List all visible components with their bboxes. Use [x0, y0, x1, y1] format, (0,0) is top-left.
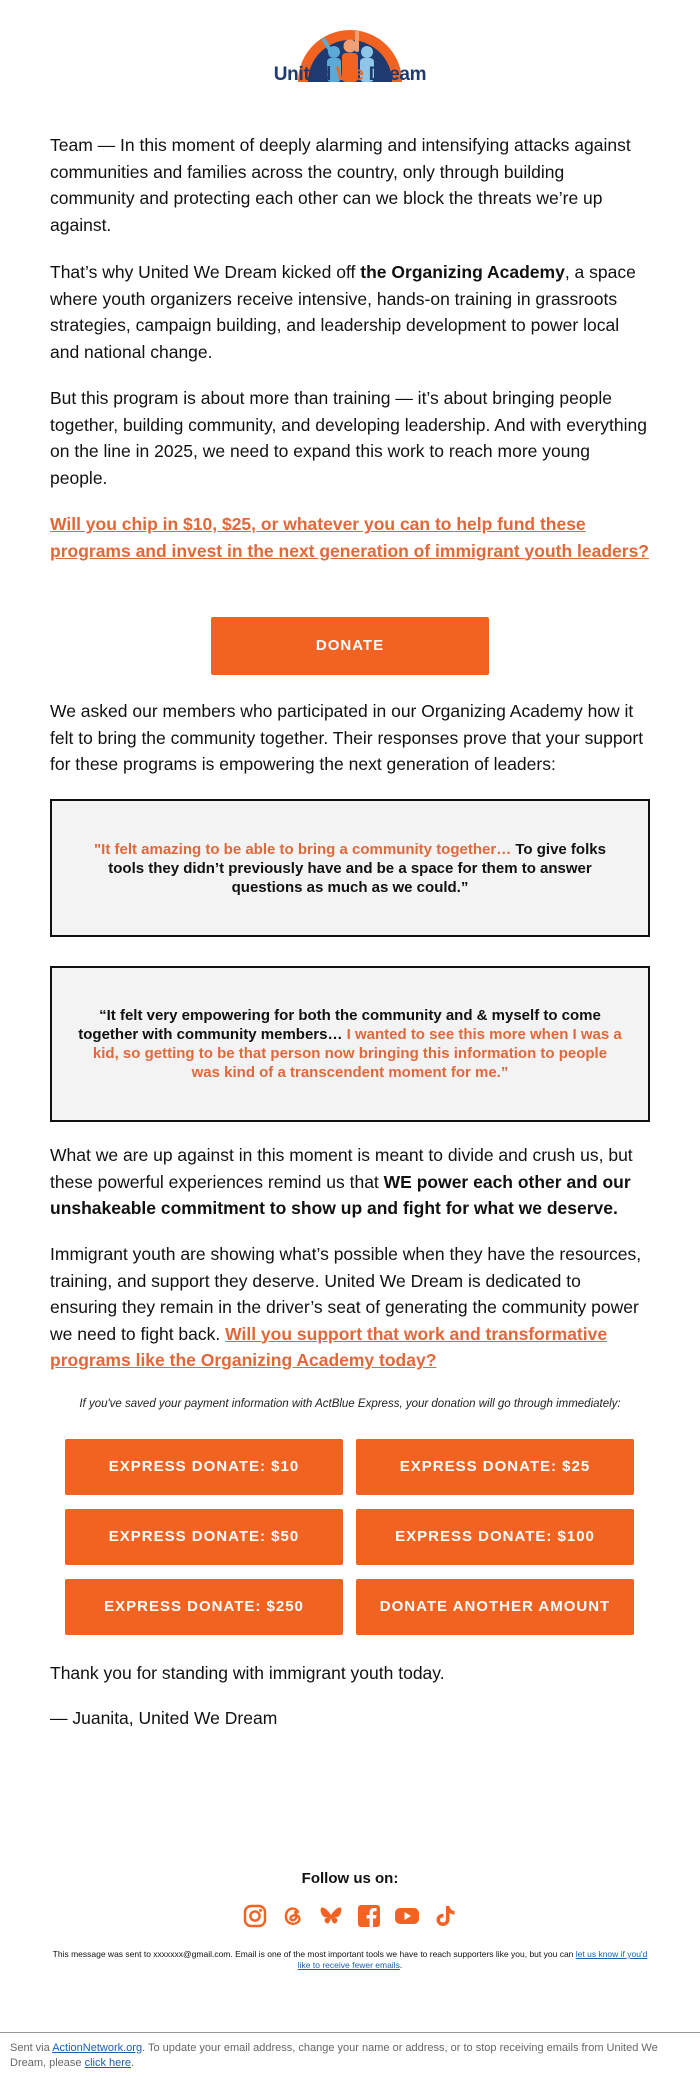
- express-note: If you've saved your payment information with ActBlue Express, your donation will go through immediately:: [79, 1398, 621, 1410]
- members-paragraph: We asked our members who participated in our Organizing Academy how it felt to bring the community together. Their responses prove that your support for these programs is empowering the next generation of leaders:: [50, 701, 644, 774]
- powerful-experiences-paragraph: What we are up against in this moment is meant to divide and crush us, but these powerful experiences remind us that WE power each other and our unshakeable commitment to show up and fight for what we deserve.: [50, 1145, 633, 1218]
- youtube-icon[interactable]: [394, 1903, 420, 1929]
- logo-wordmark: United We Dream: [273, 64, 427, 85]
- express-donate-10-button[interactable]: EXPRESS DONATE: $10: [65, 1439, 343, 1495]
- quote-1-text: "It felt amazing to be able to bring a community together… To give folks tools they didn’t previously have and be a space for them to answer questions as much as we could.”: [94, 840, 606, 896]
- express-donate-50-button[interactable]: EXPRESS DONATE: $50: [65, 1509, 343, 1565]
- organizing-academy-paragraph: That’s why United We Dream kicked off the Organizing Academy, a space where youth organizers receive intensive, hands-on training in grassroots strategies, campaign building, and leadership development to power local and national change.: [50, 262, 636, 362]
- intro-paragraph: Team — In this moment of deeply alarming and intensifying attacks against communities and families across the country, only through building community and protecting each other can we block the threats we’re up against.: [50, 135, 631, 235]
- quote-box-1: [50, 799, 650, 937]
- footer-text: Sent via ActionNetwork.org. To update your email address, change your name or address, or to stop receiving emails from United We Dream, please click here.: [10, 2042, 658, 2069]
- support-paragraph: Immigrant youth are showing what’s possible when they have the resources, training, and support they deserve. United We Dream is dedicated to ensuring they remain in the driver’s seat of generating the community power we need to fight back. Will you support that work and transformative programs like the Organizing Academy today?: [50, 1244, 642, 1370]
- tiktok-icon[interactable]: [432, 1903, 458, 1929]
- footer-divider: [0, 2032, 700, 2033]
- thanks-line: Thank you for standing with immigrant youth today.: [50, 1663, 445, 1683]
- express-donate-100-button[interactable]: EXPRESS DONATE: $100: [356, 1509, 634, 1565]
- signature: — Juanita, United We Dream: [50, 1708, 278, 1728]
- bluesky-icon[interactable]: [318, 1903, 344, 1929]
- follow-us-label: Follow us on:: [301, 1870, 399, 1887]
- fine-print: This message was sent to xxxxxxx@gmail.com. Email is one of the most important tools we have to reach supporters like you, but you can let us know if you'd like to receive fewer emails.: [52, 1949, 648, 1970]
- threads-icon[interactable]: [280, 1903, 306, 1929]
- donate-another-amount-button[interactable]: DONATE ANOTHER AMOUNT: [356, 1579, 634, 1635]
- donation-ask-link[interactable]: Will you chip in $10, $25, or whatever you can to help fund these programs and invest in the next generation of immigrant youth leaders?: [50, 514, 649, 561]
- donation-ask-link-wrap: [50, 511, 650, 564]
- instagram-icon[interactable]: [242, 1903, 268, 1929]
- donate-button[interactable]: DONATE: [211, 617, 489, 675]
- quote-box-2: [50, 966, 650, 1122]
- program-paragraph: But this program is about more than training — it’s about bringing people together, building community, and developing leadership. And with everything on the line in 2025, we need to expand this work to reach more young people.: [50, 388, 647, 488]
- express-donate-250-button[interactable]: EXPRESS DONATE: $250: [65, 1579, 343, 1635]
- facebook-icon[interactable]: [356, 1903, 382, 1929]
- support-link[interactable]: Will you support that work and transformative programs like the Organizing Academy today?: [50, 1323, 608, 1370]
- quote-2-text: “It felt very empowering for both the community and & myself to come together with community members… I wanted to see this more when I was a kid, so getting to be that person now bringing this information to people was kind of a transcendent moment for me.”: [78, 1007, 622, 1081]
- actionnetwork-link[interactable]: ActionNetwork.org: [52, 2042, 143, 2054]
- fewer-emails-link[interactable]: let us know if you'd like to receive fewer emails: [297, 1949, 648, 1970]
- express-donate-25-button[interactable]: EXPRESS DONATE: $25: [356, 1439, 634, 1495]
- social-links: [0, 1903, 700, 1933]
- click-here-link[interactable]: click here: [84, 2057, 132, 2069]
